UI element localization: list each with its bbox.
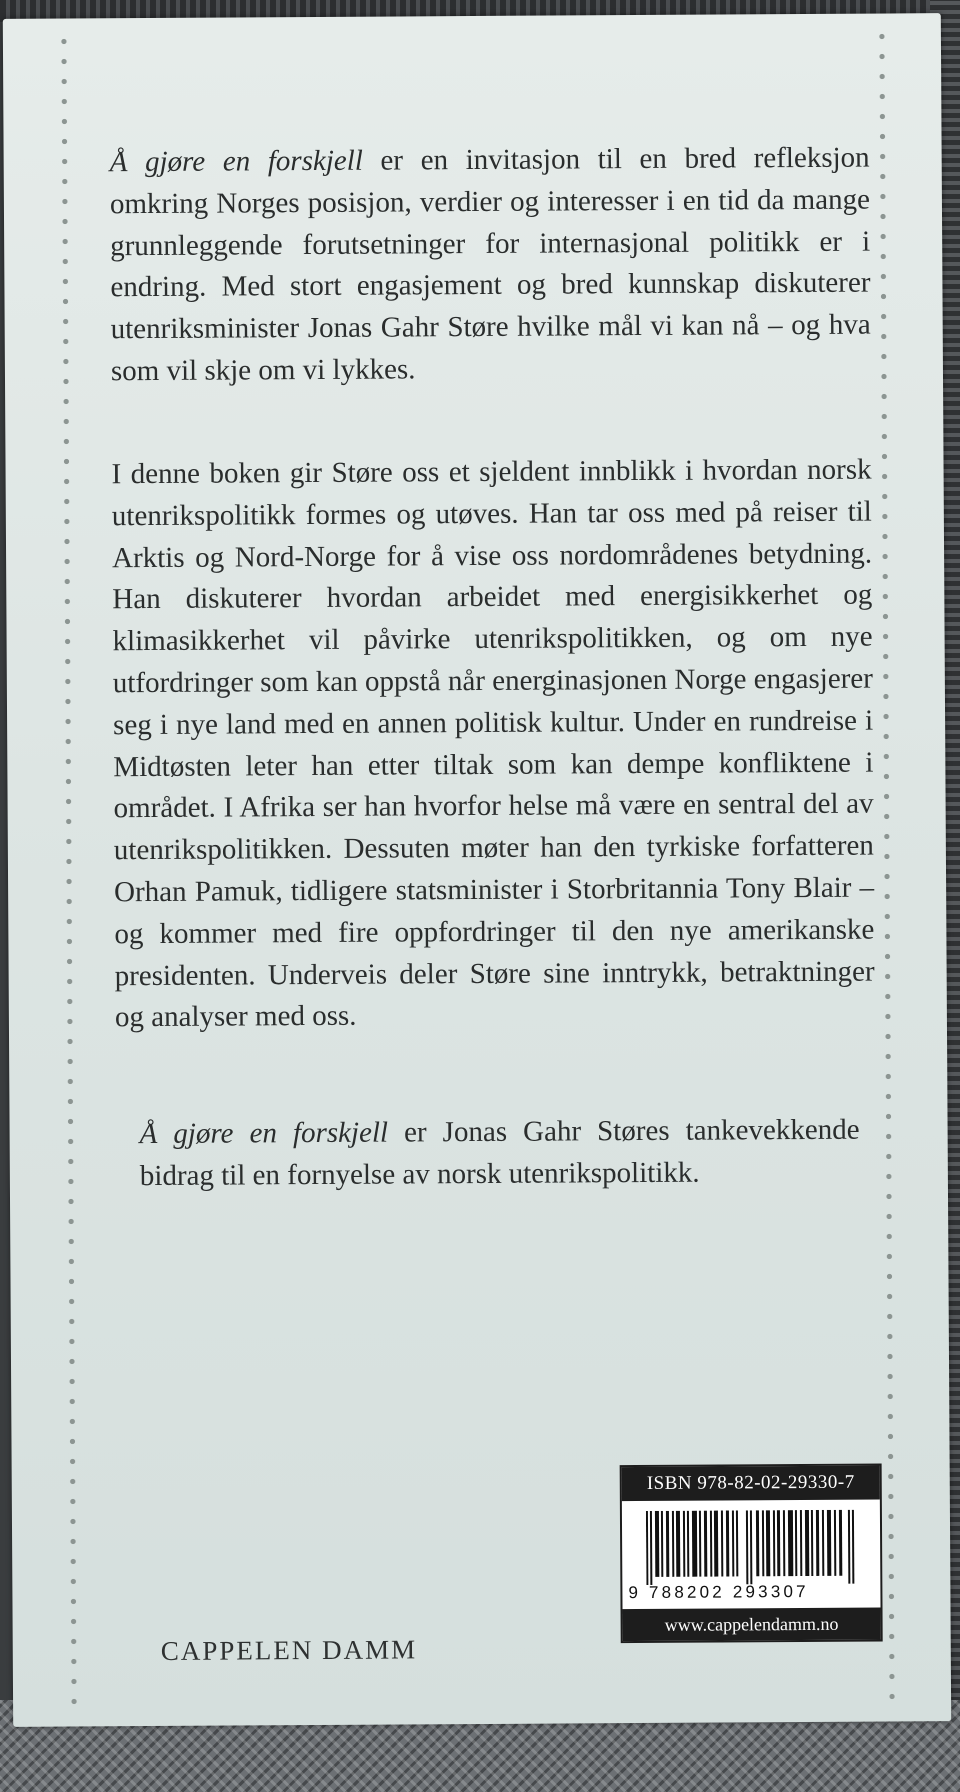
publisher-url: www.cappelendamm.no	[623, 1608, 881, 1642]
perforation-left	[61, 38, 77, 1718]
isbn-label: ISBN 978-82-02-29330-7	[622, 1466, 880, 1502]
isbn-barcode-box	[620, 1464, 883, 1644]
perforation-right	[879, 33, 895, 1713]
barcode-icon	[646, 1510, 856, 1585]
book-title-italic: Å gjøre en forskjell	[109, 144, 363, 179]
blurb-paragraph-1	[110, 138, 872, 393]
blurb-text-1: er en invitasjon til en bred refleksjon omkring Norges posisjon, verdier og interesser i en tid da mange grunnleggende forutsetninger for internasjonal politikk er i endring. Med stort engasjement og bred kunnskap diskuterer utenriksminister Jonas Gahr Støre hvilke mål vi kan nå – og hva som vil skje om vi lykkes.	[109, 141, 871, 388]
book-title-italic-2: Å gjøre en forskjell	[139, 1116, 389, 1151]
blurb-paragraph-2	[111, 450, 875, 1040]
blurb-paragraph-3	[139, 1110, 859, 1198]
barcode-digits: 9 788202 293307	[628, 1581, 809, 1603]
book-back-cover	[3, 13, 951, 1727]
blurb-text-3: er Jonas Gahr Støres tankevekkende bidrag til en fornyelse av norsk utenrikspolitikk.	[139, 1113, 860, 1192]
publisher-logo: CAPPELEN DAMM	[160, 1634, 418, 1666]
blurb-text-2: I denne boken gir Støre oss et sjeldent innblikk i hvordan norsk utenrikspolitikk formes og utøves. Han tar oss med på reiser til Arktis og Nord-Norge for å vise oss nordområdenes betydning. Han diskuterer hvordan arbeidet med energisikkerhet og klimasikkerhet vil påvirke utenrikspolitikken, og om nye utfordringer som kan oppstå når energinasjonen Norge engasjerer seg i nye land med en annen politisk kultur. Under en rundreise i Midtøsten leter han etter tiltak som kan dempe konfliktene i området. I Afrika ser han hvorfor helse må være en sentral del av utenrikspolitikken. Dessuten møter han den tyrkiske forfatteren Orhan Pamuk, tidligere statsminister i Storbritannia Tony Blair – og kommer med fire oppfordringer til den nye amerikanske presidenten. Underveis deler Støre sine inntrykk, betraktninger og analyser med oss.	[111, 453, 875, 1034]
